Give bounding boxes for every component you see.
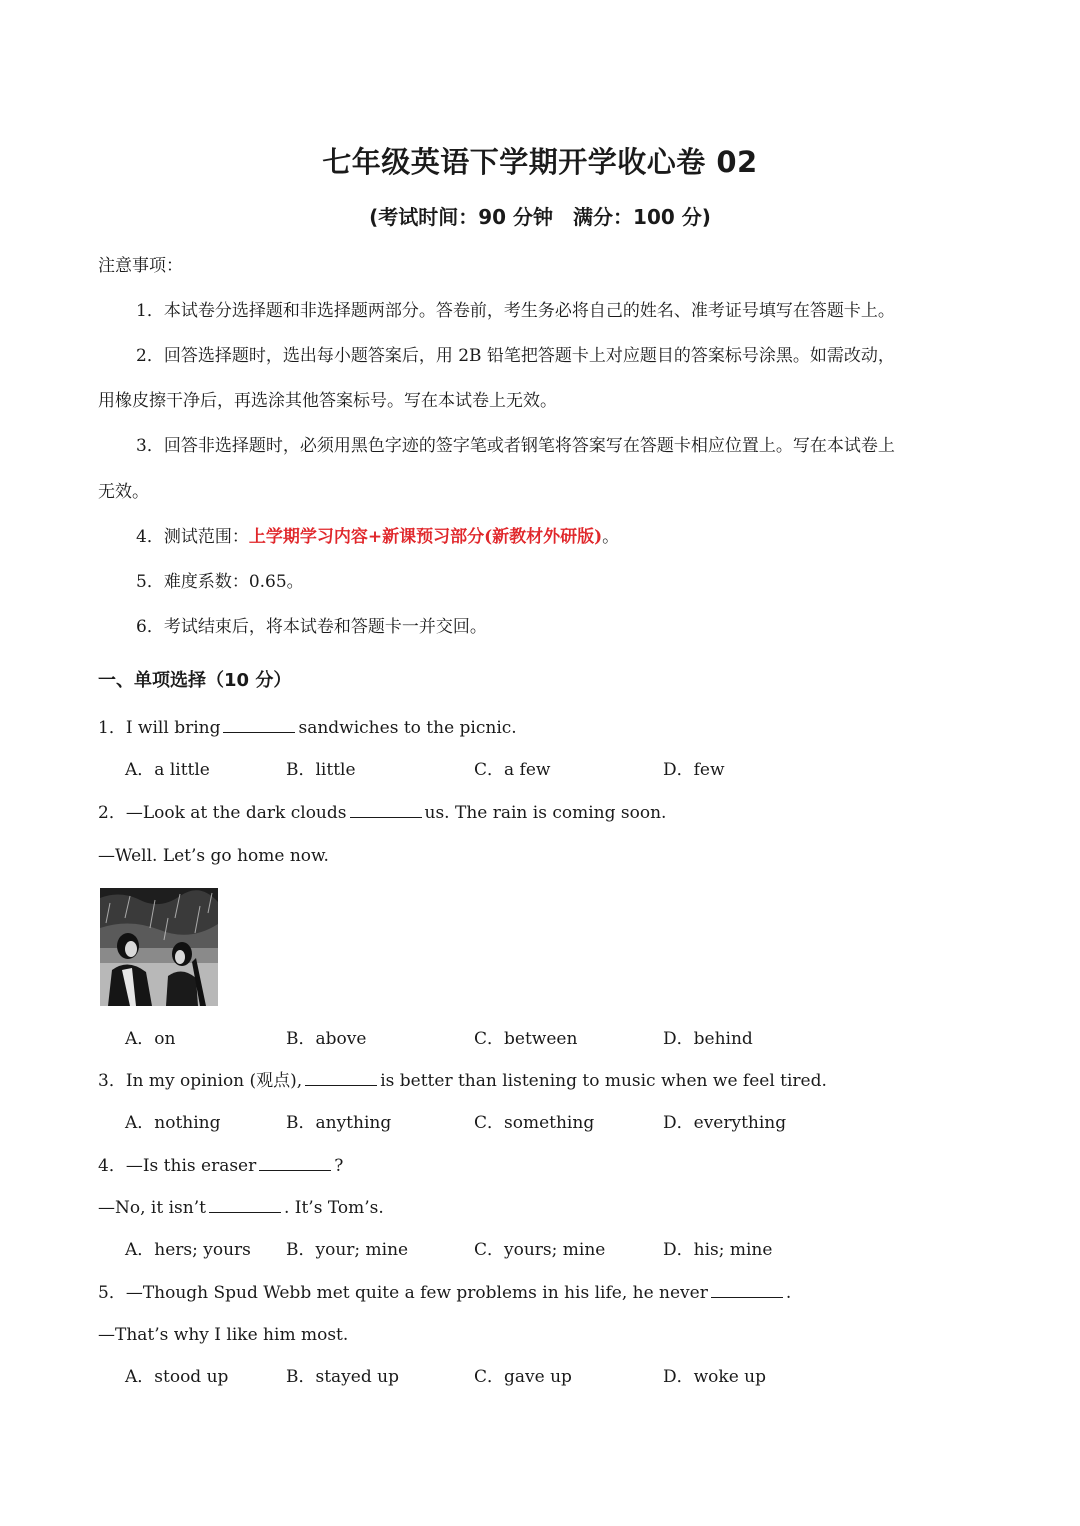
q1-option-b: B．little: [286, 760, 356, 780]
rain-clouds-illustration: [100, 888, 218, 1006]
question-3-stem-start: 3．In my opinion (观点),: [98, 1071, 303, 1091]
q4-option-b: B．your; mine: [286, 1240, 409, 1260]
question-1-stem-end: sandwiches to the picnic.: [298, 718, 517, 738]
q2-option-b: B．above: [286, 1029, 367, 1049]
question-2-stem-start: 2．—Look at the dark clouds: [98, 803, 347, 823]
q5-option-d: D．woke up: [663, 1367, 767, 1387]
note-4: [136, 525, 619, 549]
question-4-reply-end: . It’s Tom’s.: [283, 1198, 384, 1218]
question-3-stem-end: is better than listening to music when we feel tired.: [380, 1071, 827, 1091]
q2-option-d: D．behind: [663, 1029, 753, 1049]
note-4-suffix: 。: [602, 527, 620, 547]
note-4-prefix: 4．测试范围：: [136, 527, 249, 547]
q5-option-b: B．stayed up: [286, 1367, 399, 1387]
note-2-line-1: 2．回答选择题时，选出每小题答案后，用 2B 铅笔把答题卡上对应题目的答案标号涂黑。如需改动，: [136, 346, 895, 366]
question-1-stem: [98, 716, 517, 740]
answer-blank: [711, 1281, 783, 1298]
question-3-stem: [98, 1069, 827, 1093]
q3-option-b: B．anything: [286, 1113, 392, 1133]
q1-option-d: D．few: [663, 760, 725, 780]
q5-option-a: A．stood up: [125, 1367, 229, 1387]
answer-blank: [209, 1196, 281, 1213]
section-1-heading: 一、单项选择（10 分）: [98, 670, 292, 691]
question-5-stem-end: .: [785, 1283, 792, 1303]
answer-blank: [259, 1154, 331, 1171]
question-1-stem-start: 1．I will bring: [98, 718, 221, 738]
q2-option-c: C．between: [474, 1029, 578, 1049]
note-2-line-2: 用橡皮擦干净后，再选涂其他答案标号。写在本试卷上无效。: [98, 391, 557, 411]
answer-blank: [223, 716, 295, 733]
test-scope-highlight: 上学期学习内容+新课预习部分(新教材外研版): [248, 527, 603, 547]
exam-info-subtitle: (考试时间：90 分钟 满分：100 分): [369, 205, 711, 229]
answer-blank: [350, 801, 422, 818]
question-4-stem-end: ?: [334, 1156, 344, 1176]
question-5-stem: [98, 1281, 791, 1305]
q2-option-a: A．on: [125, 1029, 176, 1049]
note-5: 5．难度系数：0.65。: [136, 572, 304, 592]
q1-option-a: A．a little: [125, 760, 210, 780]
note-3-line-2: 无效。: [98, 482, 149, 502]
q4-option-d: D．his; mine: [663, 1240, 773, 1260]
answer-blank: [305, 1069, 377, 1086]
note-1: 1．本试卷分选择题和非选择题两部分。答卷前，考生务必将自己的姓名、准考证号填写在答题卡上。: [136, 301, 895, 321]
note-6: 6．考试结束后，将本试卷和答题卡一并交回。: [136, 617, 487, 637]
q4-option-c: C．yours; mine: [474, 1240, 606, 1260]
q3-option-c: C．something: [474, 1113, 595, 1133]
q3-option-d: D．everything: [663, 1113, 787, 1133]
question-2-stem: [98, 801, 666, 825]
q5-option-c: C．gave up: [474, 1367, 572, 1387]
question-5-reply: —That’s why I like him most.: [98, 1325, 349, 1345]
q3-option-a: A．nothing: [125, 1113, 221, 1133]
question-4-stem: [98, 1154, 343, 1178]
question-4-reply: [98, 1196, 384, 1220]
question-2-stem-end: us. The rain is coming soon.: [424, 803, 667, 823]
question-4-reply-start: —No, it isn’t: [98, 1198, 206, 1218]
question-2-reply: —Well. Let’s go home now.: [98, 846, 329, 866]
note-3-line-1: 3．回答非选择题时，必须用黑色字迹的签字笔或者钢笔将答案写在答题卡相应位置上。写在本试卷上: [136, 436, 895, 456]
question-5-stem-start: 5．—Though Spud Webb met quite a few problems in his life, he never: [98, 1283, 708, 1303]
q4-option-a: A．hers; yours: [125, 1240, 251, 1260]
q1-option-c: C．a few: [474, 760, 551, 780]
page-title: 七年级英语下学期开学收心卷 02: [322, 145, 758, 179]
question-4-stem-start: 4．—Is this eraser: [98, 1156, 257, 1176]
notes-heading: 注意事项：: [98, 256, 183, 276]
